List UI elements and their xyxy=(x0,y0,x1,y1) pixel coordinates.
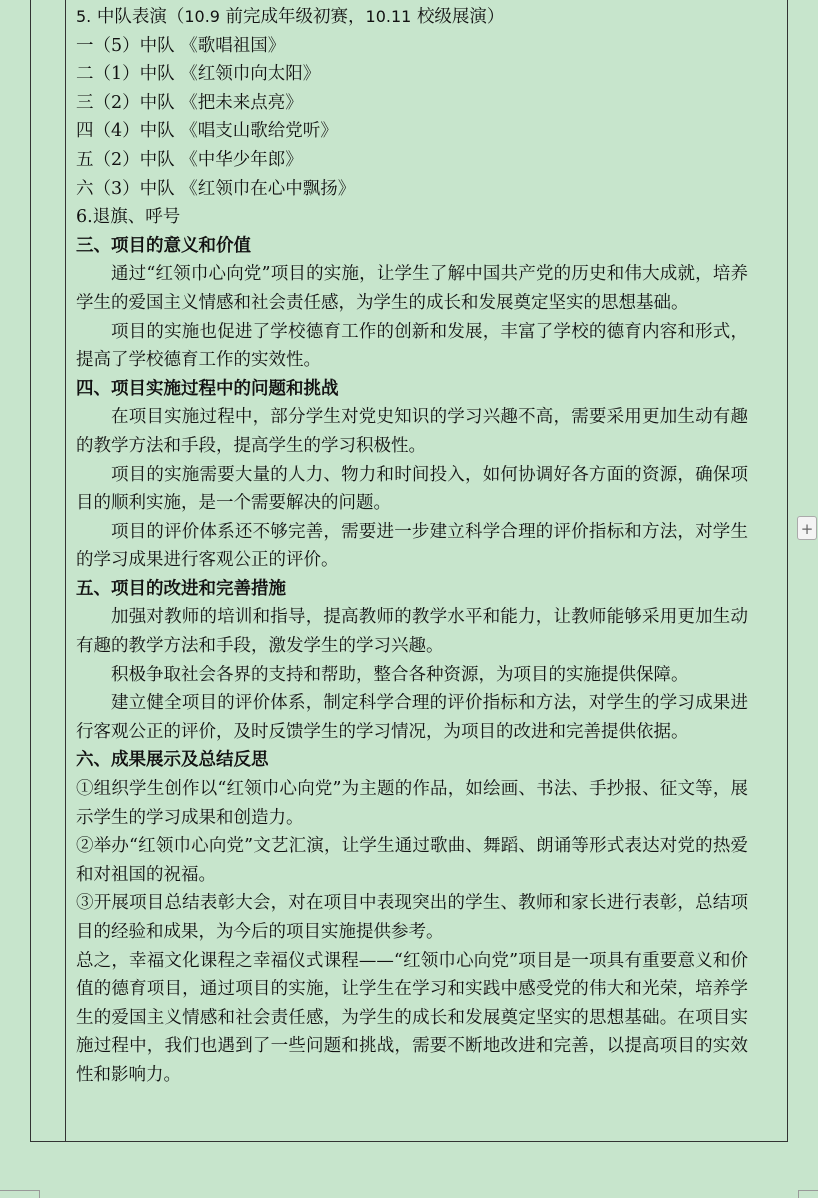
column-divider xyxy=(65,0,66,1141)
item-5-number: 5. xyxy=(76,7,92,26)
section-3-heading: 三、项目的意义和价值 xyxy=(76,235,251,256)
performance-line: 五（2）中队 《中华少年郎》 xyxy=(76,149,303,170)
item-5-line xyxy=(76,3,748,32)
section-5-paragraph: 加强对教师的培训和指导，提高教师的教学水平和能力，让教师能够采用更加生动有趣的教学方法和手段，激发学生的学习兴趣。 xyxy=(76,607,748,657)
section-4-paragraph: 项目的评价体系还不够完善，需要进一步建立科学合理的评价指标和方法，对学生的学习成果进行客观公正的评价。 xyxy=(76,521,748,571)
performance-line: 六（3）中队 《红领巾在心中飘扬》 xyxy=(76,178,356,199)
section-5-paragraph: 建立健全项目的评价体系，制定科学合理的评价指标和方法，对学生的学习成果进行客观公正的评价，及时反馈学生的学习情况，为项目的改进和完善提供依据。 xyxy=(76,693,748,742)
section-3-paragraph: 项目的实施也促进了学校德育工作的创新和发展，丰富了学校的德育内容和形式，提高了学校德育工作的实效性。 xyxy=(76,321,748,371)
section-3-paragraph: 通过“红领巾心向党”项目的实施，让学生了解中国共产党的历史和伟大成就，培养学生的爱国主义情感和社会责任感，为学生的成长和发展奠定坚实的思想基础。 xyxy=(76,264,748,313)
section-6-item: ①组织学生创作以“红领巾心向党”为主题的作品，如绘画、书法、手抄报、征文等，展示学生的学习成果和创造力。 xyxy=(76,779,748,828)
table-cell-content[interactable] xyxy=(76,3,748,1090)
section-4-paragraph: 在项目实施过程中，部分学生对党史知识的学习兴趣不高，需要采用更加生动有趣的教学方法和手段，提高学生的学习积极性。 xyxy=(76,407,748,456)
performance-line: 四（4）中队 《唱支山歌给党听》 xyxy=(76,121,338,142)
page-corner-marker-left xyxy=(0,1190,40,1198)
summary-paragraph: 总之，幸福文化课程之幸福仪式课程——“红领巾心向党”项目是一项具有重要意义和价值的德育项目，通过项目的实施，让学生在学习和实践中感受党的伟大和光荣，培养学生的爱国主义情感和社会责任感，为学生的成长和发展奠定坚实的思想基础。在项目实施过程中，我们也遇到了一些问题和挑战，需要不断地改进和完善，以提高项目的实效性和影响力。 xyxy=(76,950,748,1085)
item-5-mid: 前完成年级初赛， xyxy=(225,7,366,27)
section-5-paragraph: 积极争取社会各界的支持和帮助，整合各种资源，为项目的实施提供保障。 xyxy=(111,664,689,685)
item-5-tail: 校级展演） xyxy=(416,7,505,27)
item-5-title: 中队表演（ xyxy=(96,7,185,27)
item-5-date2: 10.11 xyxy=(365,7,412,26)
section-6-item: ③开展项目总结表彰大会，对在项目中表现突出的学生、教师和家长进行表彰，总结项目的经验和成果，为今后的项目实施提供参考。 xyxy=(76,893,748,942)
item-5-date1: 10.9 xyxy=(184,7,220,26)
section-5-heading: 五、项目的改进和完善措施 xyxy=(76,578,286,599)
performance-line: 二（1）中队 《红领巾向太阳》 xyxy=(76,64,321,85)
performance-line: 一（5）中队 《歌唱祖国》 xyxy=(76,35,286,56)
page-corner-marker-right xyxy=(798,1190,818,1198)
section-4-paragraph: 项目的实施需要大量的人力、物力和时间投入，如何协调好各方面的资源，确保项目的顺利实施，是一个需要解决的问题。 xyxy=(76,464,748,514)
section-4-heading: 四、项目实施过程中的问题和挑战 xyxy=(76,378,339,399)
section-6-heading: 六、成果展示及总结反思 xyxy=(76,750,269,771)
section-6-item: ②举办“红领巾心向党”文艺汇演，让学生通过歌曲、舞蹈、朗诵等形式表达对党的热爱和对祖国的祝福。 xyxy=(76,836,748,885)
add-row-button[interactable]: + xyxy=(797,516,817,540)
item-6-line: 6.退旗、呼号 xyxy=(76,207,181,228)
performance-line: 三（2）中队 《把未来点亮》 xyxy=(76,92,303,113)
